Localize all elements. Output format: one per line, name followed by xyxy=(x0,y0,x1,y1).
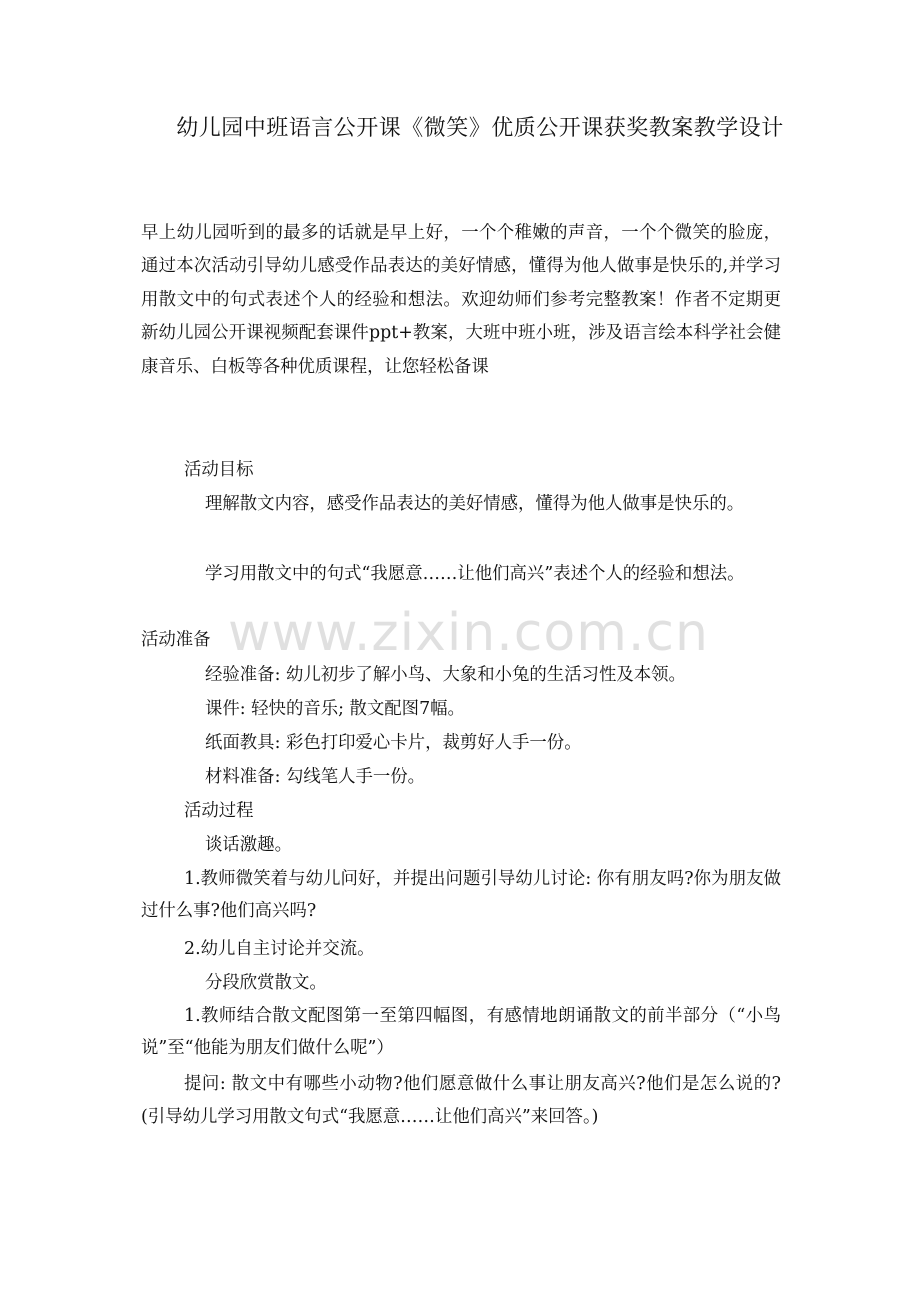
site-watermark: www.zixin.com.cn xyxy=(228,603,709,663)
document-title: 幼儿园中班语言公开课《微笑》优质公开课获奖教案教学设计 xyxy=(176,116,784,141)
prep-item-experience: 经验准备: 幼儿初步了解小鸟、大象和小兔的生活习性及本领。 xyxy=(205,665,686,685)
prep-item-materials: 材料准备: 勾线笔人手一份。 xyxy=(205,767,426,787)
process-step-1-title: 谈话激趣。 xyxy=(205,835,292,855)
section-heading-preparation: 活动准备 xyxy=(141,630,211,650)
prep-item-teaching-aids: 纸面教具: 彩色打印爱心卡片，裁剪好人手一份。 xyxy=(205,733,582,753)
section-heading-goals: 活动目标 xyxy=(184,460,254,480)
process-step-1-item-2: 2.幼儿自主讨论并交流。 xyxy=(184,939,375,959)
goal-item-2: 学习用散文中的句式“我愿意……让他们高兴”表述个人的经验和想法。 xyxy=(205,564,745,584)
prep-item-courseware: 课件: 轻快的音乐; 散文配图7幅。 xyxy=(205,699,465,719)
process-step-1-item-1: 1.教师微笑着与幼儿问好，并提出问题引导幼儿讨论: 你有朋友吗?你为朋友做过什么事?他们高兴吗? xyxy=(141,869,781,921)
process-step-2-item-1: 1.教师结合散文配图第一至第四幅图，有感情地朗诵散文的前半部分（“小鸟说”至“他能为朋友们做什么呢”） xyxy=(141,1006,781,1058)
section-heading-process: 活动过程 xyxy=(184,801,254,821)
process-step-2-question: 提问: 散文中有哪些小动物?他们愿意做什么事让朋友高兴?他们是怎么说的?(引导幼儿学习用散文句式“我愿意……让他们高兴”来回答。) xyxy=(141,1074,781,1128)
process-step-2-title: 分段欣赏散文。 xyxy=(205,973,327,993)
goal-item-1: 理解散文内容，感受作品表达的美好情感，懂得为他人做事是快乐的。 xyxy=(205,494,745,514)
intro-paragraph: 早上幼儿园听到的最多的话就是早上好，一个个稚嫩的声音，一个个微笑的脸庞，通过本次活动引导幼儿感受作品表达的美好情感，懂得为他人做事是快乐的,并学习用散文中的句式表述个人的经验和想法。欢迎幼师们参考完整教案！作者不定期更新幼儿园公开课视频配套课件ppt+教案，大班中班小班，涉及语言绘本科学社会健康音乐、白板等各种优质课程，让您轻松备课 xyxy=(141,223,781,377)
